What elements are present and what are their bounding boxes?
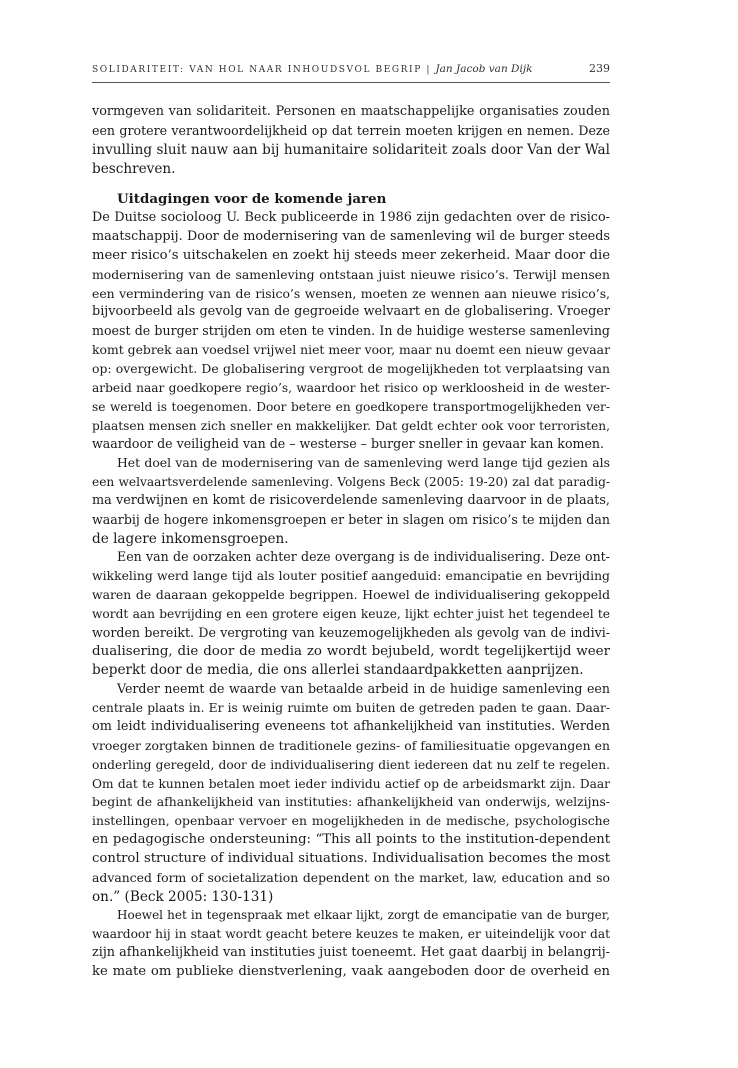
text-line: modernisering van de samenleving ontstaan juist nieuwe risico’s. Terwijl mensen [92,266,610,282]
text-line: Verder neemt de waarde van betaalde arbeid in de huidige samenleving een [117,681,610,697]
text-line: worden bereikt. De vergroting van keuzemogelijkheden als gevolg van de indivi- [92,624,610,640]
text-line: vormgeven van solidariteit. Personen en maatschappelijke organisaties zouden [92,104,610,119]
paragraph-1 [92,209,610,454]
text-line: Hoewel het in tegenspraak met elkaar lijkt, zorgt de emancipatie van de burger, [117,908,610,923]
text-line: komt gebrek aan voedsel vrijwel niet meer voor, maar nu doemt een nieuw gevaar [92,342,610,358]
text-line: beschreven. [92,160,176,177]
text-line: waardoor hij in staat wordt geacht betere keuzes te maken, er uiteindelijk voor dat [92,927,610,942]
text-line: een grotere verantwoordelijkheid op dat terrein moeten krijgen en nemen. Deze [92,122,610,138]
text-line: plaatsen mensen zich sneller en makkelijker. Dat geldt echter ook voor terroristen, [92,418,610,433]
text-line: advanced form of societalization dependent on the market, law, education and so [92,869,610,885]
text-line: op: overgewicht. De globalisering vergroot de mogelijkheden tot verplaatsing van [92,360,610,376]
text-line: Een van de oorzaken achter deze overgang is de individualisering. Deze ont- [117,549,610,565]
text-line: meer risico’s uitschakelen en zoekt hij steeds meer zekerheid. Maar door die [92,247,610,263]
paragraph-2 [92,454,610,548]
paragraph-3 [92,548,610,680]
text-line: zijn afhankelijkheid van instituties juist toeneemt. Het gaat daarbij in belangrij- [92,945,610,961]
text-line: en pedagogische ondersteuning: “This all points to the institution-dependent [92,832,610,848]
text-line: waren de daaraan gekoppelde begrippen. Hoewel de individualisering gekoppeld [92,587,610,603]
paragraph-4 [92,680,610,906]
text-line: instellingen, openbaar vervoer en mogelijkheden in de medische, psychologische [92,813,610,829]
text-line: De Duitse socioloog U. Beck publiceerde in 1986 zijn gedachten over de risico- [92,210,610,226]
text-line: de lagere inkomensgroepen. [92,530,289,547]
text-line: bijvoorbeeld als gevolg van de gegroeide welvaart en de globalisering. Vroeger [92,304,610,320]
intro-paragraph [92,103,610,178]
text-line: begint de afhankelijkheid van instituties: afhankelijkheid van onderwijs, welzijns- [92,794,610,810]
running-head [92,63,610,79]
running-head-author: Jan Jacob van Dijk [435,63,533,75]
text-line: centrale plaats in. Er is weinig ruimte om buiten de getreden paden te gaan. Daar- [92,701,610,716]
section-heading: Uitdagingen voor de komende jaren [117,191,387,208]
page-number: 239 [589,62,610,75]
running-head-separator: | [426,65,431,75]
text-line: dualisering, die door de media zo wordt bejubeld, wordt tegelijkertijd weer [92,643,610,659]
text-line: een vermindering van de risico’s wensen, moeten ze wennen aan nieuwe risico’s, [92,285,610,301]
paragraph-5 [92,906,610,981]
text-line: onderling geregeld, door de individualisering dient iedereen dat nu zelf te regelen. [92,757,610,772]
text-line: om leidt individualisering eveneens tot afhankelijkheid van instituties. Werden [92,719,610,734]
text-line: wordt aan bevrijding en een grotere eigen keuze, lijkt echter juist het tegendeel te [92,606,610,621]
text-line: ma verdwijnen en komt de risicoverdelende samenleving daarvoor in de plaats, [92,492,610,508]
text-line: maatschappij. Door de modernisering van de samenleving wil de burger steeds [92,229,610,245]
text-line: waarbij de hogere inkomensgroepen er beter in slagen om risico’s te mijden dan [92,511,610,527]
text-line: invulling sluit nauw aan bij humanitaire solidariteit zoals door Van der Wal [92,141,610,158]
text-line: beperkt door de media, die ons allerlei standaardpakketten aanprijzen. [92,662,584,679]
running-title: SOLIDARITEIT: VAN HOL NAAR INHOUDSVOL BEGRIP [92,65,422,75]
text-line: on.” (Beck 2005: 130-131) [92,888,274,905]
text-line: moest de burger strijden om eten te vinden. In de huidige westerse samenleving [92,323,610,339]
text-line: Om dat te kunnen betalen moet ieder individu actief op de arbeidsmarkt zijn. Daar [92,776,610,791]
text-line: Het doel van de modernisering van de samenleving werd lange tijd gezien als [117,455,610,471]
text-line: vroeger zorgtaken binnen de traditionele gezins- of familiesituatie opgevangen en [92,737,610,753]
text-line: waardoor de veiligheid van de – westerse – burger sneller in gevaar kan komen. [92,436,605,452]
header-rule [92,82,610,83]
text-line: arbeid naar goedkopere regio’s, waardoor het risico op werkloosheid in de wester- [92,380,610,395]
text-line: een welvaartsverdelende samenleving. Volgens Beck (2005: 19-20) zal dat paradig- [92,475,610,490]
text-line: se wereld is toegenomen. Door betere en goedkopere transportmogelijkheden ver- [92,399,610,414]
text-line: ke mate om publieke dienstverlening, vaak aangeboden door de overheid en [92,963,610,979]
body-text [92,103,610,982]
text-line: wikkeling werd lange tijd als louter positief aangeduid: emancipatie en bevrijding [92,568,610,584]
text-line: control structure of individual situations. Individualisation becomes the most [92,850,610,866]
